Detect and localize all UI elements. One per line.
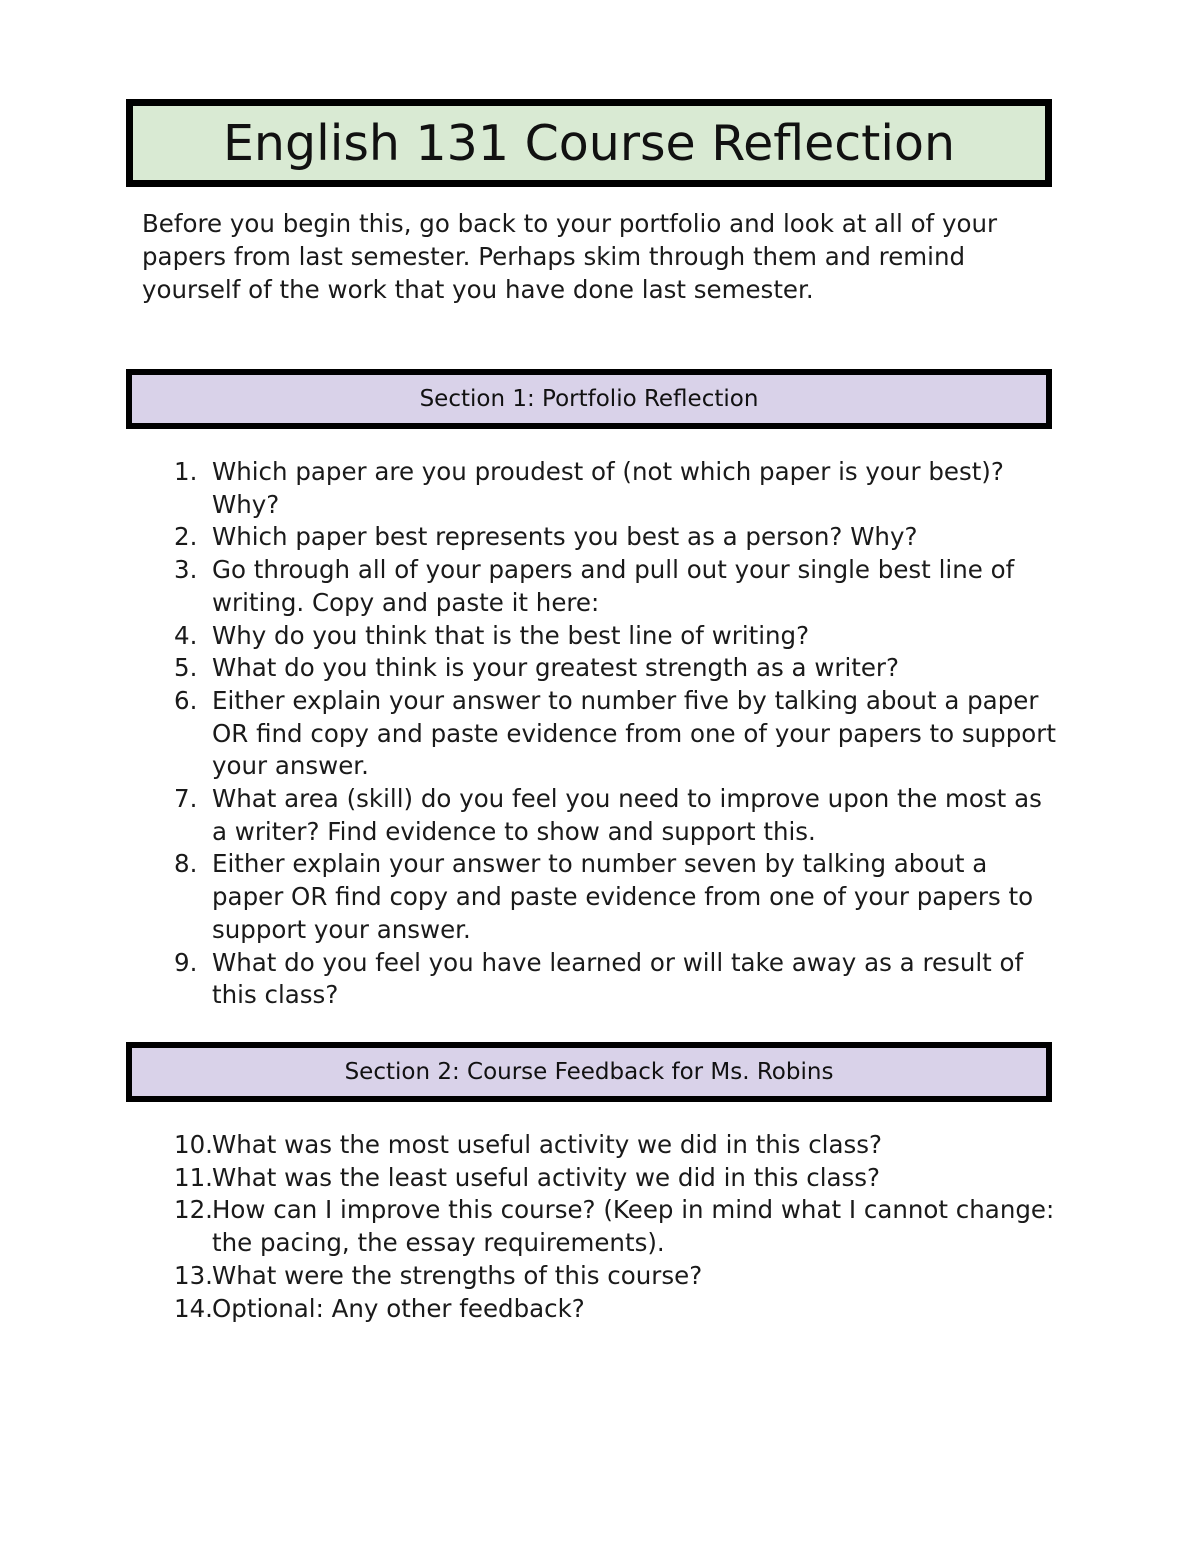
question-item [0,1129,1200,1162]
question-number: 3. [174,555,198,585]
question-number: 1. [174,457,198,486]
question-number: 4. [174,620,198,650]
question-item [0,1293,1200,1326]
section-2-title: Section 2: Course Feedback for Ms. Robins [344,1059,834,1085]
question-text: Which paper are you proudest of (not which paper is your best)? Why? [212,457,1004,519]
question-item [0,652,1200,685]
question-item [0,1260,1200,1293]
question-number: 12. [174,1195,213,1225]
question-item [0,685,1200,783]
question-text: What was the most useful activity we did in this class? [212,1130,883,1159]
section-1-question-list [0,456,1200,1012]
question-item [0,1194,1200,1259]
question-text: What was the least useful activity we did in this class? [212,1162,881,1192]
question-text: What were the strengths of this course? [212,1260,703,1290]
intro-paragraph: Before you begin this, go back to your portfolio and look at all of your papers from last semester. Perhaps skim through them and remind yourself of the work that you have done last semester. [142,209,998,304]
question-item [0,1162,1200,1195]
question-item [0,848,1200,946]
question-text: How can I improve this course? (Keep in mind what I cannot change: the pacing, the essay requirements). [212,1195,1055,1258]
question-number: 8. [174,849,198,879]
page-title: English 131 Course Reflection [222,114,956,172]
question-item [0,521,1200,554]
question-item [0,620,1200,653]
question-number: 13. [174,1260,213,1290]
question-number: 5. [174,653,198,683]
question-item [0,783,1200,848]
question-text: What do you feel you have learned or will take away as a result of this class? [212,947,1024,1010]
question-text: Optional: Any other feedback? [212,1293,585,1323]
question-number: 7. [174,784,198,814]
question-item [0,947,1200,1012]
section-1-banner [126,369,1052,429]
question-number: 14. [174,1293,213,1323]
question-text: Why do you think that is the best line of writing? [212,620,810,650]
question-text: Go through all of your papers and pull out your single best line of writing. Copy and paste it here: [212,555,1015,617]
question-text: Which paper best represents you best as a person? Why? [212,522,918,552]
question-number: 11. [174,1162,213,1192]
question-item [0,456,1200,521]
title-banner [126,99,1052,187]
question-text: What area (skill) do you feel you need to improve upon the most as a writer? Find evidence to show and support this. [212,784,1042,846]
question-number: 6. [174,685,198,715]
question-item [0,554,1200,619]
question-text: Either explain your answer to number five by talking about a paper OR find copy and paste evidence from one of your papers to support your answer. [212,685,1056,781]
question-text: Either explain your answer to number seven by talking about a paper OR find copy and paste evidence from one of your papers to support your answer. [212,849,1034,944]
question-number: 10. [174,1130,213,1159]
section-1-title: Section 1: Portfolio Reflection [419,386,759,412]
question-number: 9. [174,947,198,977]
question-number: 2. [174,522,198,552]
section-2-question-list [0,1129,1200,1325]
question-text: What do you think is your greatest strength as a writer? [212,653,900,683]
section-2-banner [126,1042,1052,1102]
